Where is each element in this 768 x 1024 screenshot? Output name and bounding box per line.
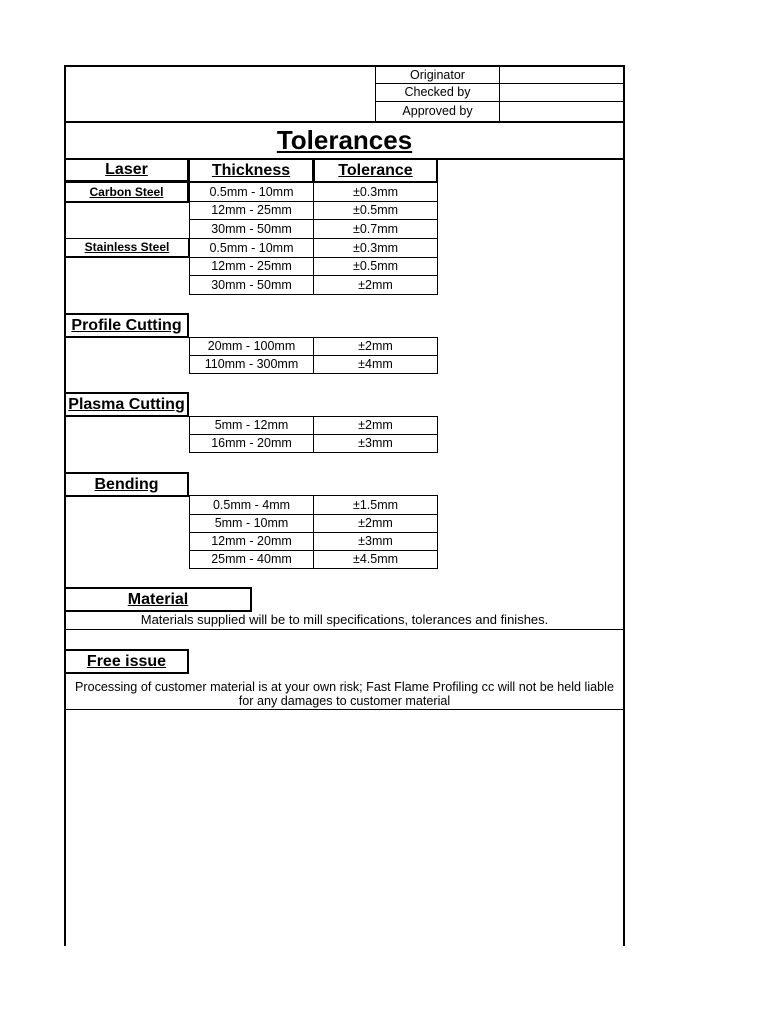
approved-by-label: Approved by bbox=[375, 101, 500, 122]
table-row-thickness: 30mm - 50mm bbox=[189, 219, 314, 239]
table-row-thickness: 16mm - 20mm bbox=[189, 434, 314, 453]
table-row-tolerance: ±4mm bbox=[313, 355, 438, 374]
approved-by-value[interactable] bbox=[499, 101, 625, 122]
free-issue-text-line2: for any damages to customer material bbox=[238, 694, 451, 708]
table-row-tolerance: ±4.5mm bbox=[313, 550, 438, 569]
tolerance-header: Tolerance bbox=[313, 158, 438, 183]
table-row-thickness: 30mm - 50mm bbox=[189, 275, 314, 295]
table-row-thickness: 25mm - 40mm bbox=[189, 550, 314, 569]
table-row-tolerance: ±0.3mm bbox=[313, 238, 438, 258]
checked-by-label: Checked by bbox=[375, 83, 500, 102]
table-row-tolerance: ±0.3mm bbox=[313, 182, 438, 202]
table-row-thickness: 5mm - 12mm bbox=[189, 416, 314, 435]
table-row-tolerance: ±2mm bbox=[313, 514, 438, 533]
bending-header: Bending bbox=[64, 472, 189, 497]
table-row-thickness: 12mm - 25mm bbox=[189, 201, 314, 220]
free-issue-header: Free issue bbox=[64, 649, 189, 674]
table-row-thickness: 12mm - 20mm bbox=[189, 532, 314, 551]
table-row-tolerance: ±3mm bbox=[313, 532, 438, 551]
free-issue-text-line1: Processing of customer material is at your own risk; Fast Flame Profiling cc will not be held liable bbox=[75, 680, 614, 694]
table-row-thickness: 5mm - 10mm bbox=[189, 514, 314, 533]
table-row-tolerance: ±2mm bbox=[313, 275, 438, 295]
page-title: Tolerances bbox=[276, 124, 413, 155]
originator-value[interactable] bbox=[499, 65, 625, 84]
carbon-steel-label: Carbon Steel bbox=[64, 181, 189, 203]
table-row-thickness: 20mm - 100mm bbox=[189, 337, 314, 356]
material-text: Materials supplied will be to mill specifications, tolerances and finishes. bbox=[140, 612, 549, 627]
plasma-cutting-header: Plasma Cutting bbox=[64, 392, 189, 417]
thickness-header: Thickness bbox=[188, 158, 314, 183]
table-row-tolerance: ±0.7mm bbox=[313, 219, 438, 239]
table-row-thickness: 0.5mm - 4mm bbox=[189, 495, 314, 515]
table-row-tolerance: ±0.5mm bbox=[313, 201, 438, 220]
laser-header: Laser bbox=[64, 158, 189, 182]
material-rule bbox=[64, 629, 625, 630]
checked-by-value[interactable] bbox=[499, 83, 625, 102]
table-row-tolerance: ±2mm bbox=[313, 416, 438, 435]
table-row-tolerance: ±1.5mm bbox=[313, 495, 438, 515]
stainless-steel-label: Stainless Steel bbox=[64, 238, 189, 258]
table-row-tolerance: ±3mm bbox=[313, 434, 438, 453]
table-row-tolerance: ±0.5mm bbox=[313, 257, 438, 276]
table-row-thickness: 0.5mm - 10mm bbox=[189, 182, 314, 202]
originator-label: Originator bbox=[375, 65, 500, 84]
profile-cutting-header: Profile Cutting bbox=[64, 313, 189, 338]
material-header: Material bbox=[64, 587, 252, 612]
table-row-thickness: 110mm - 300mm bbox=[189, 355, 314, 374]
table-row-tolerance: ±2mm bbox=[313, 337, 438, 356]
table-row-thickness: 12mm - 25mm bbox=[189, 257, 314, 276]
free-issue-rule bbox=[64, 709, 625, 710]
table-row-thickness: 0.5mm - 10mm bbox=[189, 238, 314, 258]
approval-block bbox=[375, 65, 625, 122]
